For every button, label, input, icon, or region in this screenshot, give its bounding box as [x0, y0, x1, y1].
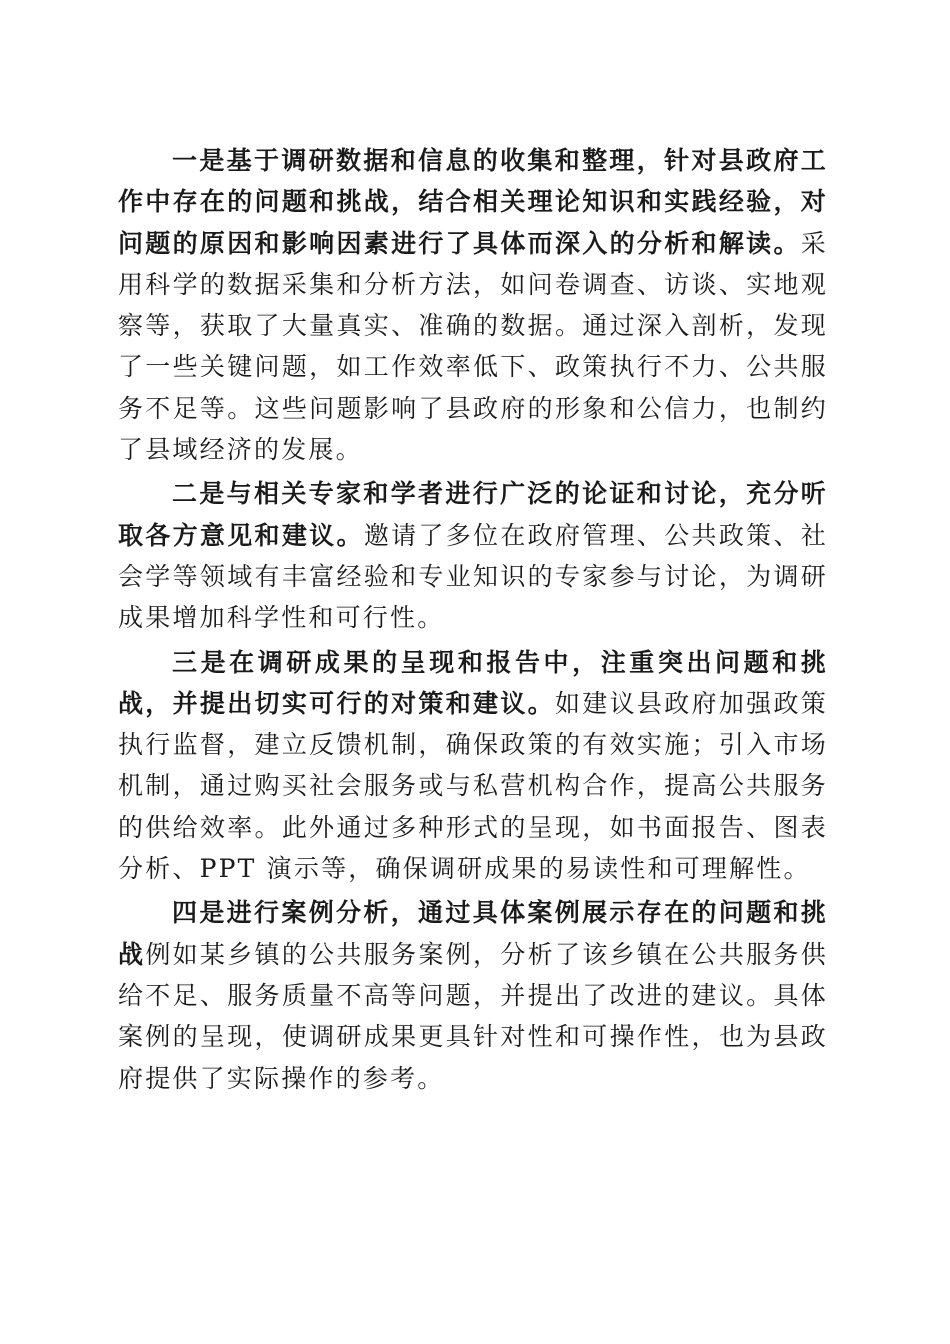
paragraph-1-lead: 一是基于调研数据和信息的收集和整理，针对县政府工作中存在的问题和挑战，结合相关理论知识和实践经验，对问题的原因和影响因素进行了具体而深入的分析和解读。 — [118, 146, 828, 258]
document-body — [118, 140, 828, 1102]
paragraph-4 — [118, 892, 828, 1098]
paragraph-4-body: 例如某乡镇的公共服务案例，分析了该乡镇在公共服务供给不足、服务质量不高等问题，并提出了改进的建议。具体案例的呈现，使调研成果更具针对性和可操作性，也为县政府提供了实际操作的参考。 — [118, 939, 828, 1093]
paragraph-3-lead: 三是在调研成果的呈现和报告中，注重突出问题和挑战，并提出切实可行的对策和建议。 — [118, 647, 828, 718]
paragraph-2 — [118, 473, 828, 638]
paragraph-2-lead: 二是与相关专家和学者进行广泛的论证和讨论，充分听取各方意见和建议。 — [118, 479, 828, 550]
paragraph-3-body: 如建议县政府加强政策执行监督，建立反馈机制，确保政策的有效实施；引入市场机制，通过购买社会服务或与私营机构合作，提高公共服务的供给效率。此外通过多种形式的呈现，如书面报告、图表分析、PPT 演示等，确保调研成果的易读性和可理解性。 — [118, 688, 828, 884]
paragraph-1 — [118, 140, 828, 470]
paragraph-4-lead: 四是进行案例分析，通过具体案例展示存在的问题和挑战 — [118, 898, 828, 969]
paragraph-2-body: 邀请了多位在政府管理、公共政策、社会学等领域有丰富经验和专业知识的专家参与讨论，为调研成果增加科学性和可行性。 — [118, 520, 828, 633]
paragraph-3 — [118, 642, 828, 890]
paragraph-1-body: 采用科学的数据采集和分析方法，如问卷调查、访谈、实地观察等，获取了大量真实、准确的数据。通过深入剖析，发现了一些关键问题，如工作效率低下、政策执行不力、公共服务不足等。这些问题影响了县政府的形象和公信力，也制约了县域经济的发展。 — [118, 228, 828, 465]
